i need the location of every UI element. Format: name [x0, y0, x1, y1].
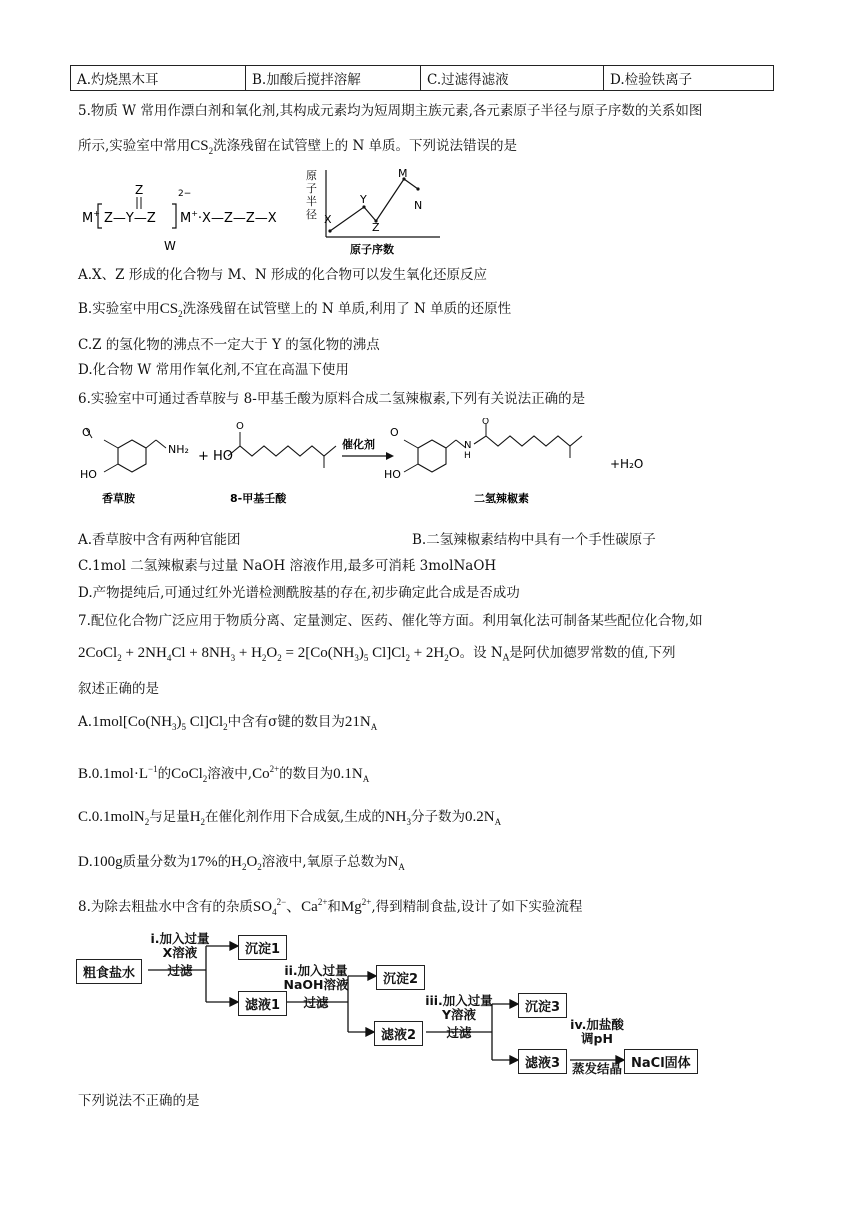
option-cell-a: A.灼烧黑木耳 — [71, 66, 246, 91]
q5-stem-text-a: 所示,实验室中常用 — [78, 138, 191, 154]
step4-line2: 调pH — [581, 1031, 613, 1046]
step4-line1: iv.加盐酸 — [570, 1017, 624, 1032]
graph-xlabel: 原子序数 — [350, 243, 394, 256]
svg-text:NH₂: NH₂ — [168, 443, 189, 456]
q6-stem: 6.实验室中可通过香草胺与 8-甲基壬酸为原料合成二氢辣椒素,下列有关说法正确的是 — [78, 391, 586, 407]
q7-option-c-text1: 与足量 — [149, 809, 190, 825]
box-precipitate-2: 沉淀2 — [376, 965, 425, 990]
svg-text:O: O — [236, 421, 244, 432]
q7-stem-line3: 叙述正确的是 — [78, 681, 159, 697]
q7-option-c-value: $0.2N_A$ — [465, 809, 502, 827]
option-cell-d: D.检验铁离子 — [604, 66, 774, 91]
q5-stem-text-b: 洗涤残留在试管壁上的 N 单质。下列说法错误的是 — [213, 138, 518, 154]
q5-cs2-text: CS — [190, 138, 209, 154]
point-x: X — [324, 213, 332, 226]
q8-flowchart — [76, 930, 716, 1080]
q7-option-b-cocl2: CoCl$_2$ — [171, 766, 208, 784]
q7-equation-line: 2CoCl$_2$ + $2NH_4Cl + 8NH_3 + H_2O_2 = 2[Co(NH_3)_5$ $Cl]Cl_2 + 2H_2O$。设 $N_A$是阿伏加德罗常数的值,下列 — [78, 645, 676, 664]
q7-option-b-text3: 的数目为 — [279, 766, 334, 782]
option-cell-b: B.加酸后搅拌溶解 — [246, 66, 421, 91]
q5-stem-line2 — [78, 134, 517, 156]
q7-option-a-formula: $1mol[Co(NH_3)_5$ $Cl]Cl_2$ — [92, 714, 228, 732]
q7-option-d-h2o2: $H_2O_2$ — [231, 854, 262, 872]
svg-text:H: H — [464, 451, 471, 461]
q5-option-b-cs2-text: CS — [159, 301, 179, 317]
point-y: Y — [360, 193, 367, 206]
q7-equation-suffix: 。设 N — [459, 645, 503, 661]
box-nacl-solid: NaCl固体 — [624, 1049, 698, 1074]
q5-cs2 — [190, 138, 213, 154]
svg-text:M+·X—Z—Z—X: M+·X—Z—Z—X — [180, 209, 277, 226]
q7-equation: 2CoCl$_2$ + $2NH_4Cl + 8NH_3 + H_2O_2 = 2[Co(NH_3)_5$ $Cl]Cl_2 + 2H_2O$ — [78, 645, 460, 663]
step1-line3: 过滤 — [167, 963, 193, 978]
q7-option-c-h2: $H_2$ — [189, 809, 206, 827]
radius-graph — [300, 165, 445, 257]
svg-text:N: N — [464, 440, 472, 451]
q5-option-b-text-b: 洗涤残留在试管壁上的 N 单质,利用了 N 单质的还原性 — [182, 301, 512, 317]
q7-option-d-value: $N_A$ — [387, 854, 405, 872]
box-filtrate-2: 滤液2 — [374, 1021, 423, 1046]
step1-line1: i.加入过量 — [150, 931, 210, 946]
q7-option-b-conc: $B.0.1mol\cdot L^{-1}$ — [78, 764, 158, 782]
q7-option-a — [78, 710, 377, 732]
box-precipitate-3: 沉淀3 — [518, 993, 567, 1018]
svg-text:+ HO: + HO — [198, 449, 234, 464]
step2-line3: 过滤 — [303, 995, 329, 1010]
plus-water: +H₂O — [610, 457, 644, 471]
q5-option-b-text-a: B.实验室中用 — [78, 301, 160, 317]
q5-option-b-cs2 — [160, 301, 183, 317]
q7-option-b-ion: $Co^{2+}$ — [252, 764, 280, 782]
step1-label — [142, 932, 218, 978]
q5-option-a: A.X、Z 形成的化合物与 M、N 形成的化合物可以发生氧化还原反应 — [78, 267, 488, 283]
box-filtrate-1: 滤液1 — [238, 991, 287, 1016]
w-structure-formula — [80, 180, 290, 255]
q7-option-a-value: $21N_A$ — [344, 714, 378, 732]
svg-text:M+: M+ — [82, 209, 100, 226]
q6-reaction-scheme — [80, 418, 680, 516]
q7-option-d-mass: D.100g — [78, 854, 123, 870]
q6-option-a: A.香草胺中含有两种官能团 — [78, 532, 241, 548]
point-n: N — [414, 199, 423, 212]
svg-text:O: O — [82, 426, 91, 439]
graph-ylabel-4: 径 — [306, 208, 317, 221]
name-dihydrocapsaicin: 二氢辣椒素 — [474, 492, 529, 505]
q8-ions: $SO_4^{2-}$、$Ca^{2+}$ — [252, 897, 328, 917]
graph-ylabel-1: 原 — [306, 169, 317, 182]
q7-equation-tail: 是阿伏加德罗常数的值,下列 — [509, 645, 676, 661]
q7-option-d-text2: 的 — [217, 854, 232, 870]
name-methylnonanoic-acid: 8-甲基壬酸 — [230, 492, 287, 505]
point-z: Z — [372, 221, 380, 234]
q6-option-c: C.1mol 二氢辣椒素与过量 NaOH 溶液作用,最多可消耗 3molNaOH — [78, 558, 497, 574]
step3-line3: 过滤 — [446, 1025, 472, 1040]
w-label: W — [164, 239, 176, 253]
q8-stem-text-b: 和 — [327, 899, 341, 915]
svg-text:HO: HO — [80, 468, 97, 481]
svg-text:HO: HO — [384, 468, 401, 481]
box-filtrate-3: 滤液3 — [518, 1049, 567, 1074]
step3-line1: iii.加入过量 — [425, 993, 493, 1008]
q8-stem-text-a: 8.为除去粗盐水中含有的杂质 — [78, 899, 253, 915]
q7-option-c-text2: 在催化剂作用下合成氨,生成的 — [205, 809, 385, 825]
svg-text:2−: 2− — [178, 189, 192, 199]
graph-ylabel-3: 半 — [306, 195, 317, 208]
q5-option-d: D.化合物 W 常用作氧化剂,不宜在高温下使用 — [78, 362, 349, 378]
step1-line2: X溶液 — [162, 945, 198, 960]
q5-cs2-sub: 2 — [208, 146, 214, 156]
step3-label — [416, 994, 502, 1040]
q6-option-d: D.产物提纯后,可通过红外光谱检测酰胺基的存在,初步确定此合成是否成功 — [78, 585, 520, 601]
q6-option-b: B.二氢辣椒素结构中具有一个手性碳原子 — [412, 532, 656, 548]
q7-stem-line1: 7.配位化合物广泛应用于物质分离、定量测定、医药、催化等方面。利用氧化法可制备某些配位化合物,如 — [78, 613, 703, 629]
q7-option-b-value: $0.1N_A$ — [333, 766, 370, 784]
q7-option-b-text1: 的 — [157, 766, 172, 782]
step3-line2: Y溶液 — [441, 1007, 477, 1022]
q8-mg-ion: $Mg^{2+}$ — [340, 897, 372, 915]
q7-option-c-nh3: $NH_3$ — [384, 809, 411, 827]
q7-option-c — [78, 805, 501, 827]
step4-label — [562, 1018, 632, 1076]
catalyst-label: 催化剂 — [342, 438, 375, 451]
experiment-option-table — [70, 65, 774, 91]
q7-option-c-text3: 分子数为 — [411, 809, 465, 825]
q7-option-d-text1: 质量分数为 — [122, 854, 191, 870]
q7-option-b-text2: 溶液中, — [207, 766, 253, 782]
svg-text:O: O — [390, 426, 399, 439]
q5-option-b — [78, 297, 511, 319]
q7-option-c-n2: C.0.1molN$_2$ — [78, 809, 150, 827]
step2-label — [276, 964, 356, 1010]
box-precipitate-1: 沉淀1 — [238, 935, 287, 960]
q7-option-d-text3: 溶液中,氧原子总数为 — [261, 854, 388, 870]
q7-option-b — [78, 762, 369, 784]
svg-text:O: O — [482, 418, 490, 427]
q7-option-d-percent: 17% — [190, 854, 218, 870]
q7-option-a-prefix: A. — [78, 714, 93, 730]
box-crude-brine: 粗食盐水 — [76, 959, 142, 984]
q5-option-c: C.Z 的氢化物的沸点不一定大于 Y 的氢化物的沸点 — [78, 337, 380, 353]
q8-stem — [78, 895, 582, 917]
q7-option-d — [78, 850, 405, 872]
q5-stem-line1: 5.物质 W 常用作漂白剂和氧化剂,其构成元素均为短周期主族元素,各元素原子半径与原子序数的关系如图 — [78, 103, 703, 119]
q7-option-a-text: 中含有σ键的数目为 — [227, 714, 345, 730]
graph-ylabel-2: 子 — [306, 182, 317, 195]
point-m: M — [398, 167, 408, 180]
q8-stem-text-c: ,得到精制食盐,设计了如下实验流程 — [371, 899, 583, 915]
name-vanillylamine: 香草胺 — [102, 492, 135, 505]
svg-text:Z—Y—Z: Z—Y—Z — [104, 211, 156, 226]
q5-option-b-cs2-sub: 2 — [178, 309, 183, 319]
step2-line1: ii.加入过量 — [284, 963, 348, 978]
q8-footer: 下列说法不正确的是 — [78, 1093, 200, 1109]
option-cell-c: C.过滤得滤液 — [421, 66, 604, 91]
svg-text:Z: Z — [135, 183, 144, 197]
step2-line2: NaOH溶液 — [283, 977, 349, 992]
step4-line3: 蒸发结晶 — [571, 1061, 622, 1076]
